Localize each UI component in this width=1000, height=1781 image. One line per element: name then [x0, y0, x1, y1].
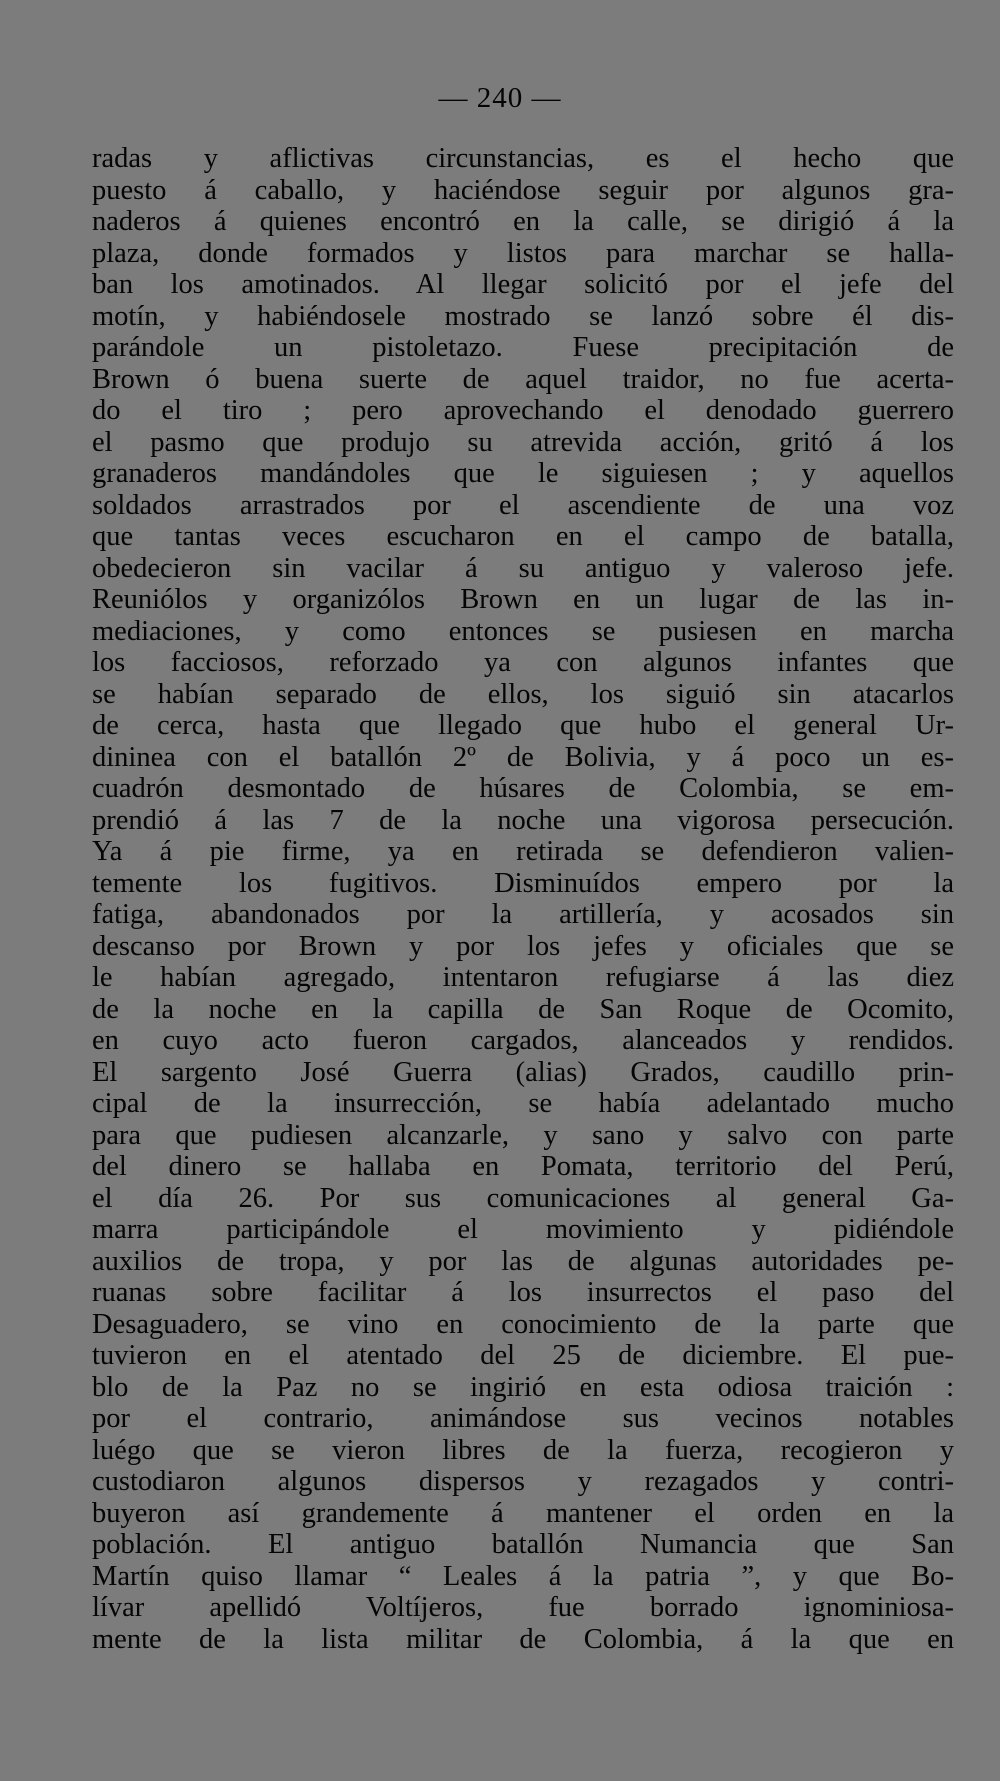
- text-line: marra participándole el movimiento y pidiéndole: [92, 1214, 954, 1245]
- text-line: mediaciones, y como entonces se pusiesen en marcha: [92, 615, 954, 647]
- text-line: Brown ó buena suerte de aquel traidor, no fue acerta-: [92, 363, 954, 395]
- text-line: población. El antiguo batallón Numancia que San: [92, 1529, 954, 1560]
- text-line: de cerca, hasta que llegado que hubo el general Ur-: [92, 710, 954, 741]
- text-line: en cuyo acto fueron cargados, alanceados y rendidos.: [92, 1025, 954, 1056]
- text-line: blo de la Paz no se ingirió en esta odiosa traición :: [92, 1371, 954, 1403]
- text-line: el pasmo que produjo su atrevida acción, gritó á los: [92, 426, 954, 458]
- text-line: prendió á las 7 de la noche una vigorosa persecución.: [92, 804, 954, 836]
- text-line: por el contrario, animándose sus vecinos notables: [92, 1403, 954, 1434]
- text-line: descanso por Brown y por los jefes y oficiales que se: [92, 930, 954, 962]
- text-line: luégo que se vieron libres de la fuerza, recogieron y: [92, 1434, 954, 1466]
- text-line: auxilios de tropa, y por las de algunas autoridades pe-: [92, 1245, 954, 1277]
- body-text: [92, 143, 954, 1655]
- text-line: El sargento José Guerra (alias) Grados, caudillo prin-: [92, 1056, 954, 1088]
- text-line: para que pudiesen alcanzarle, y sano y salvo con parte: [92, 1119, 954, 1151]
- text-line: se habían separado de ellos, los siguió sin atacarlos: [92, 678, 954, 710]
- text-line: tuvieron en el atentado del 25 de diciembre. El pue-: [92, 1340, 954, 1371]
- text-line: parándole un pistoletazo. Fuese precipitación de: [92, 332, 954, 363]
- text-line: plaza, donde formados y listos para marchar se halla-: [92, 237, 954, 269]
- text-line: cipal de la insurrección, se había adelantado mucho: [92, 1088, 954, 1119]
- text-line: custodiaron algunos dispersos y rezagados y contri-: [92, 1466, 954, 1497]
- text-line: le habían agregado, intentaron refugiarse á las diez: [92, 962, 954, 993]
- text-line: Desaguadero, se vino en conocimiento de la parte que: [92, 1308, 954, 1340]
- page-number: — 240 —: [438, 82, 562, 114]
- text-line: soldados arrastrados por el ascendiente de una voz: [92, 489, 954, 521]
- text-line: buyeron así grandemente á mantener el orden en la: [92, 1497, 954, 1529]
- text-line: de la noche en la capilla de San Roque de Ocomito,: [92, 993, 954, 1025]
- text-line: Martín quiso llamar “ Leales á la patria ”, y que Bo-: [92, 1560, 954, 1592]
- text-line: ban los amotinados. Al llegar solicitó por el jefe del: [92, 269, 954, 300]
- text-line: radas y aflictivas circunstancias, es el hecho que: [92, 143, 954, 174]
- text-line: obedecieron sin vacilar á su antiguo y valeroso jefe.: [92, 552, 954, 584]
- text-line: dininea con el batallón 2º de Bolivia, y á poco un es-: [92, 741, 954, 773]
- text-line: cuadrón desmontado de húsares de Colombia, se em-: [92, 773, 954, 804]
- text-line: motín, y habiéndosele mostrado se lanzó sobre él dis-: [92, 300, 954, 332]
- text-line: que tantas veces escucharon en el campo de batalla,: [92, 521, 954, 552]
- text-line: puesto á caballo, y haciéndose seguir por algunos gra-: [92, 174, 954, 206]
- text-line: los facciosos, reforzado ya con algunos infantes que: [92, 647, 954, 678]
- text-line: el día 26. Por sus comunicaciones al general Ga-: [92, 1182, 954, 1214]
- text-line: Ya á pie firme, ya en retirada se defendieron valien-: [92, 836, 954, 867]
- text-line: del dinero se hallaba en Pomata, territorio del Perú,: [92, 1151, 954, 1182]
- text-line: granaderos mandándoles que le siguiesen ; y aquellos: [92, 458, 954, 489]
- text-line: lívar apellidó Voltíjeros, fue borrado ignominiosa-: [92, 1592, 954, 1623]
- text-line: Reuniólos y organizólos Brown en un lugar de las in-: [92, 584, 954, 615]
- text-line: naderos á quienes encontró en la calle, se dirigió á la: [92, 206, 954, 237]
- text-line: do el tiro ; pero aprovechando el denodado guerrero: [92, 395, 954, 426]
- text-line: temente los fugitivos. Disminuídos empero por la: [92, 867, 954, 899]
- text-line: fatiga, abandonados por la artillería, y acosados sin: [92, 899, 954, 930]
- text-line: mente de la lista militar de Colombia, á la que en: [92, 1623, 954, 1655]
- text-line: ruanas sobre facilitar á los insurrectos el paso del: [92, 1277, 954, 1308]
